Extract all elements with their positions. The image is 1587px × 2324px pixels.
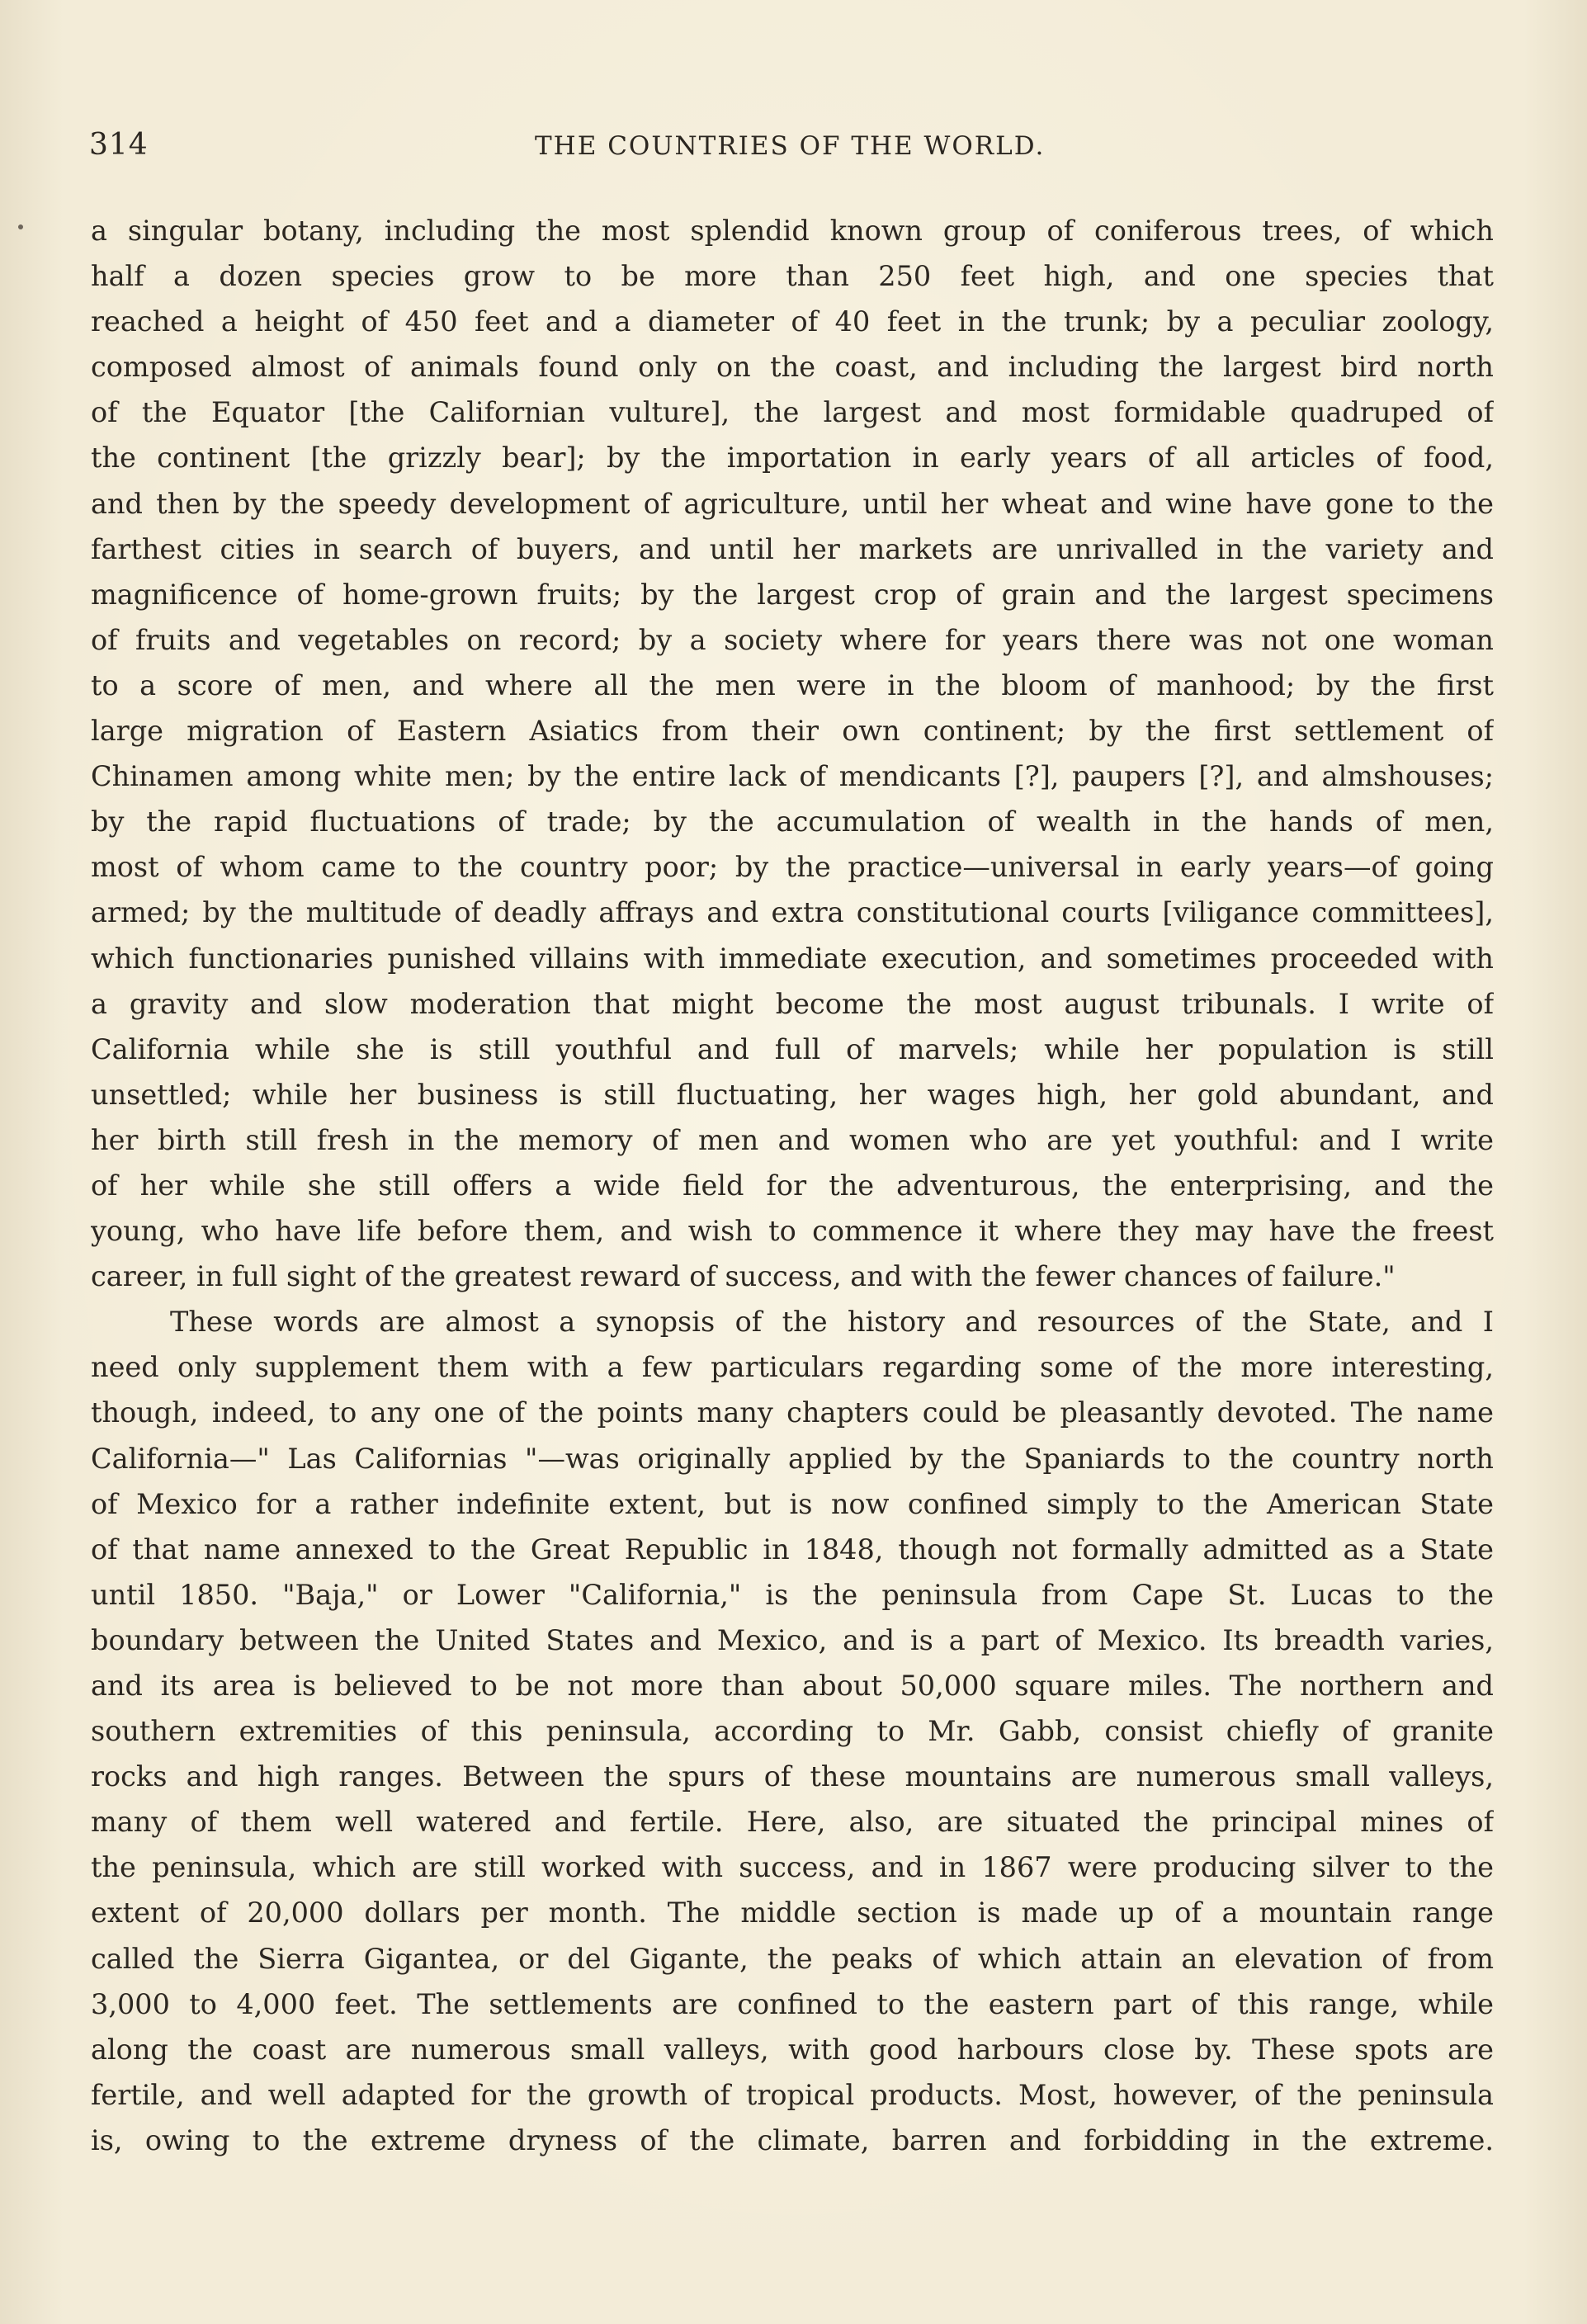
body-text bbox=[91, 208, 1494, 2163]
text-line: of Mexico for a rather indefinite extent, but is now confined simply to the American State bbox=[91, 1487, 1494, 1520]
text-line: though, indeed, to any one of the points many chapters could be pleasantly devoted. The name bbox=[91, 1396, 1494, 1429]
text-line: and then by the speedy development of agriculture, until her wheat and wine have gone to the bbox=[91, 487, 1494, 520]
text-line: half a dozen species grow to be more than 250 feet high, and one species that bbox=[91, 260, 1494, 293]
text-line: farthest cities in search of buyers, and until her markets are unrivalled in the variety and bbox=[91, 532, 1494, 565]
text-line: the peninsula, which are still worked with success, and in 1867 were producing silver to the bbox=[91, 1851, 1494, 1884]
text-line: fertile, and well adapted for the growth of tropical products. Most, however, of the peninsula bbox=[91, 2078, 1494, 2111]
text-line: of fruits and vegetables on record; by a society where for years there was not one woman bbox=[91, 623, 1494, 656]
text-line: need only supplement them with a few particulars regarding some of the more interesting, bbox=[91, 1351, 1494, 1384]
text-line: to a score of men, and where all the men were in the bloom of manhood; by the first bbox=[91, 668, 1494, 701]
text-line: large migration of Eastern Asiatics from their own continent; by the first settlement of bbox=[91, 715, 1494, 748]
text-line: most of whom came to the country poor; by the practice—universal in early years—of going bbox=[91, 851, 1494, 884]
text-line: is, owing to the extreme dryness of the climate, barren and forbidding in the extreme. bbox=[91, 2123, 1494, 2156]
text-line: California—" Las Californias "—was originally applied by the Spaniards to the country north bbox=[91, 1442, 1494, 1475]
page-number: 314 bbox=[89, 128, 149, 162]
text-line: called the Sierra Gigantea, or del Gigante, the peaks of which attain an elevation of from bbox=[91, 1942, 1494, 1975]
text-line: by the rapid fluctuations of trade; by the accumulation of wealth in the hands of men, bbox=[91, 805, 1494, 838]
text-line: unsettled; while her business is still fluctuating, her wages high, her gold abundant, and bbox=[91, 1078, 1494, 1111]
text-line: reached a height of 450 feet and a diameter of 40 feet in the trunk; by a peculiar zoology, bbox=[91, 305, 1494, 338]
text-line: her birth still fresh in the memory of men and women who are yet youthful: and I write bbox=[91, 1123, 1494, 1156]
text-line: a singular botany, including the most splendid known group of coniferous trees, of which bbox=[91, 215, 1494, 247]
text-line: California while she is still youthful and full of marvels; while her population is still bbox=[91, 1032, 1494, 1065]
running-title: THE COUNTRIES OF THE WORLD. bbox=[535, 131, 1046, 161]
text-line: armed; by the multitude of deadly affrays and extra constitutional courts [viligance committees], bbox=[91, 896, 1494, 929]
text-line: magnificence of home-grown fruits; by the largest crop of grain and the largest specimens bbox=[91, 578, 1494, 611]
text-line: career, in full sight of the greatest reward of success, and with the fewer chances of failure." bbox=[91, 1260, 1396, 1293]
text-line: and its area is believed to be not more than about 50,000 square miles. The northern and bbox=[91, 1670, 1494, 1702]
margin-mark bbox=[18, 224, 23, 229]
text-line: rocks and high ranges. Between the spurs of these mountains are numerous small valleys, bbox=[91, 1760, 1494, 1793]
text-line: boundary between the United States and Mexico, and is a part of Mexico. Its breadth varies, bbox=[91, 1623, 1494, 1656]
text-line: until 1850. "Baja," or Lower "California," is the peninsula from Cape St. Lucas to the bbox=[91, 1578, 1494, 1611]
text-line: young, who have life before them, and wish to commence it where they may have the freest bbox=[91, 1215, 1494, 1248]
text-line: many of them well watered and fertile. Here, also, are situated the principal mines of bbox=[91, 1806, 1494, 1839]
text-line: of that name annexed to the Great Republic in 1848, though not formally admitted as a State bbox=[91, 1533, 1494, 1566]
text-line: extent of 20,000 dollars per month. The middle section is made up of a mountain range bbox=[91, 1897, 1494, 1930]
text-line: Chinamen among white men; by the entire lack of mendicants [?], paupers [?], and almshouses; bbox=[91, 760, 1494, 793]
page-header bbox=[89, 128, 1492, 169]
text-line: composed almost of animals found only on the coast, and including the largest bird north bbox=[91, 351, 1494, 384]
text-line: which functionaries punished villains with immediate execution, and sometimes proceeded with bbox=[91, 942, 1494, 975]
text-line: of her while she still offers a wide field for the adventurous, the enterprising, and the bbox=[91, 1169, 1494, 1202]
text-line: along the coast are numerous small valleys, with good harbours close by. These spots are bbox=[91, 2033, 1494, 2066]
text-line: These words are almost a synopsis of the history and resources of the State, and I bbox=[170, 1306, 1494, 1339]
text-line: southern extremities of this peninsula, according to Mr. Gabb, consist chiefly of granite bbox=[91, 1715, 1494, 1748]
text-line: the continent [the grizzly bear]; by the importation in early years of all articles of food, bbox=[91, 442, 1494, 475]
text-line: a gravity and slow moderation that might become the most august tribunals. I write of bbox=[91, 987, 1494, 1020]
text-line: 3,000 to 4,000 feet. The settlements are confined to the eastern part of this range, while bbox=[91, 1987, 1494, 2020]
text-line: of the Equator [the Californian vulture], the largest and most formidable quadruped of bbox=[91, 396, 1494, 429]
